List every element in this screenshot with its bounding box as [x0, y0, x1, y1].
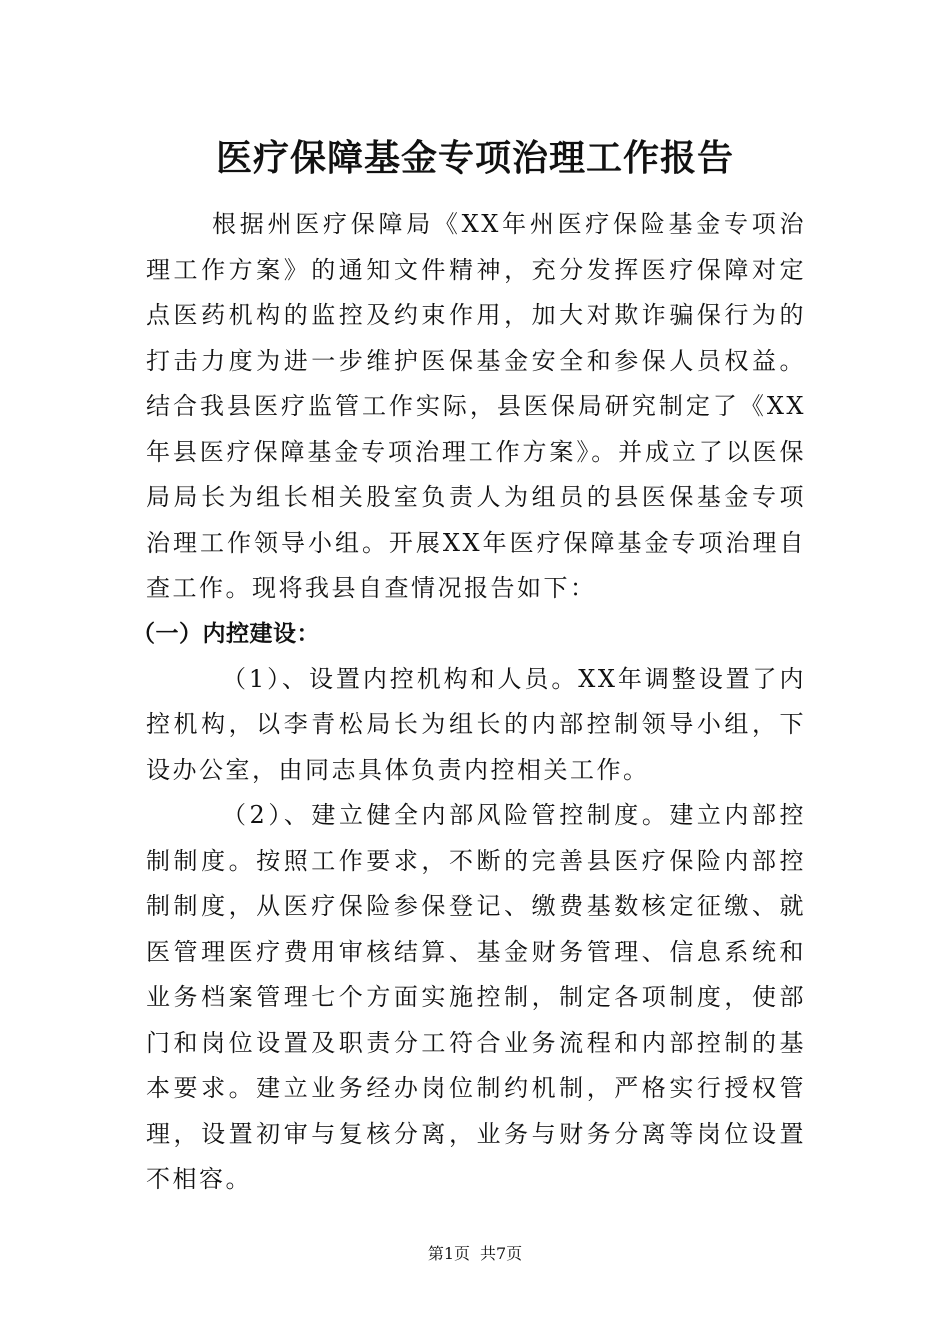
page-footer	[0, 1242, 950, 1266]
intro-paragraph: 根据州医疗保障局《XX年州医疗保险基金专项治理工作方案》的通知文件精神，充分发挥医疗保障对定点医药机构的监控及约束作用，加大对欺诈骗保行为的打击力度为进一步维护医保基金安全和参保人员权益。结合我县医疗监管工作实际，县医保局研究制定了《XX年县医疗保障基金专项治理工作方案》。并成立了以医保局局长为组长相关股室负责人为组员的县医保基金专项治理工作领导小组。开展XX年医疗保障基金专项治理自查工作。现将我县自查情况报告如下：	[146, 210, 806, 602]
document-title: 医疗保障基金专项治理工作报告	[215, 137, 734, 179]
item-paragraph-1: （1）、设置内控机构和人员。XX年调整设置了内控机构，以李青松局长为组长的内部控制领导小组，下设办公室，由同志具体负责内控相关工作。	[146, 664, 806, 784]
item-paragraph-2: （2）、建立健全内部风险管控制度。建立内部控制制度。按照工作要求，不断的完善县医疗保险内部控制制度，从医疗保险参保登记、缴费基数核定征缴、就医管理医疗费用审核结算、基金财务管理、信息系统和业务档案管理七个方面实施控制，制定各项制度，使部门和岗位设置及职责分工符合业务流程和内部控制的基本要求。建立业务经办岗位制约机制，严格实行授权管理，设置初审与复核分离，业务与财务分离等岗位设置不相容。	[146, 801, 806, 1193]
document-body	[132, 202, 806, 1203]
page-total: 共7页	[480, 1244, 523, 1263]
page-number: 第1页	[427, 1244, 470, 1263]
section-heading-internal-control: （一）内控建设：	[132, 620, 320, 647]
